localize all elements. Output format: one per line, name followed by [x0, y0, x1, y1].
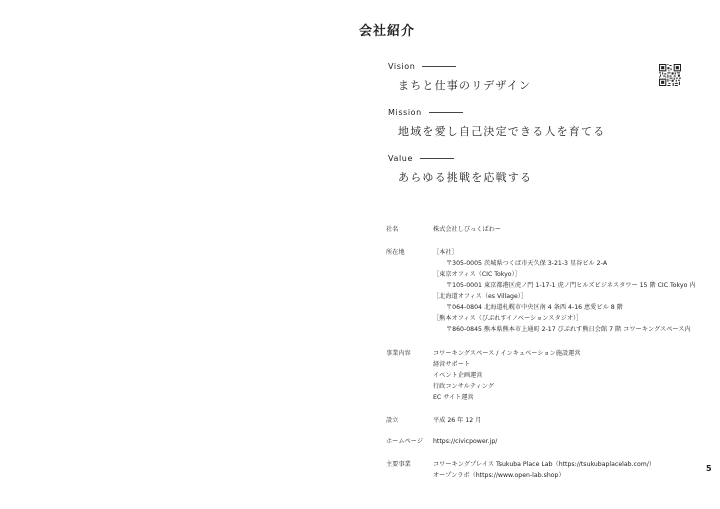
company-name-value: 株式会社しびっくぱわー — [433, 226, 502, 233]
vision-rule — [422, 66, 456, 67]
main-business-item: コワーキングプレイス Tsukuba Place Lab（https://tsukubaplacelab.com/） — [433, 461, 656, 468]
main-business-row — [386, 459, 655, 481]
company-name-row — [386, 224, 501, 235]
main-business-item: オープンラボ（https://www.open-lab.shop） — [433, 472, 565, 479]
founded-value: 平成 26 年 12 月 — [433, 417, 482, 424]
value-label: Value — [388, 154, 454, 163]
homepage-row — [386, 436, 497, 447]
address-label: 所在地 — [386, 249, 405, 256]
business-item: イベント企画運営 — [433, 372, 483, 379]
business-row — [386, 348, 581, 403]
office-heading: ［本社］ — [433, 249, 458, 256]
homepage-link[interactable]: https://civicpower.jp/ — [433, 438, 498, 445]
office-heading: ［東京オフィス（CIC Tokyo）］ — [433, 271, 521, 278]
address-row — [386, 247, 696, 335]
mission-text: 地域を愛し自己決定できる人を育てる — [398, 125, 606, 138]
business-item: 行政コンサルティング — [433, 383, 494, 390]
office-address: 〒305-0005 茨城県つくば市天久保 3-21-3 星谷ビル 2-A — [446, 260, 608, 267]
business-item: 経営サポート — [433, 361, 471, 368]
homepage-label: ホームページ — [386, 438, 424, 445]
founded-label: 設立 — [386, 417, 399, 424]
qr-code-icon — [659, 64, 681, 86]
office-heading: ［熊本オフィス（びぷれすイノベーションスタジオ）］ — [433, 315, 583, 322]
page-title: 会社紹介 — [359, 24, 416, 39]
company-name-label: 社名 — [386, 226, 399, 233]
office-heading: ［北海道オフィス（es Village）］ — [433, 293, 528, 300]
office-address: 〒860-0845 熊本県熊本市上通町 2-17 びぷれす熊日会館 7 階 コワーキングスペース内 — [446, 326, 691, 333]
business-item: コワーキングスペース / インキュベーション施設運営 — [433, 350, 581, 357]
value-text: あらゆる挑戦を応戦する — [398, 171, 533, 184]
mission-rule — [429, 112, 463, 113]
vision-text: まちと仕事のリデザイン — [398, 79, 532, 92]
page-number: 5 — [706, 464, 712, 473]
mission-label: Mission — [388, 108, 463, 117]
vision-label: Vision — [388, 62, 456, 71]
business-label: 事業内容 — [386, 350, 411, 357]
office-address: 〒105-0001 東京都港区虎ノ門 1-17-1 虎ノ門ヒルズビジネスタワー 15 階 CIC Tokyo 内 — [446, 282, 696, 289]
founded-row — [386, 415, 481, 426]
value-rule — [420, 158, 454, 159]
main-business-label: 主要事業 — [386, 461, 411, 468]
office-address: 〒064-0804 北海道札幌市中央区南 4 条西 4-16 恵愛ビル 8 階 — [446, 304, 623, 311]
business-item: EC サイト運営 — [433, 394, 474, 401]
